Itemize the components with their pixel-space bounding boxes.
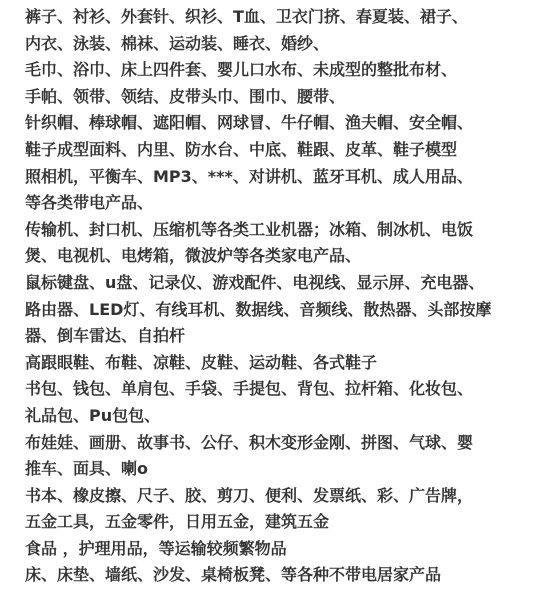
text-line-21: 食品 ，护理用品，等运输较频繁物品 xyxy=(25,538,287,558)
text-line-1: 裤子、衬衫、外套针、织衫、T血、卫衣门挤、春夏装、裙子、 xyxy=(25,7,468,26)
text-line-3: 毛巾、浴巾、床上四件套、婴儿口水布、未成型的整批布材、 xyxy=(25,60,458,80)
item-list-document xyxy=(25,4,545,589)
text-line-11: 鼠标键盘、u盘、记录仪、游戏配件、电视线、显示屏、充电器、 xyxy=(25,272,485,292)
text-line-19: 书本、橡皮擦、尺子、胶、剪刀、便利、发票纸、彩、广告牌， xyxy=(25,485,474,505)
text-line-10: 煲、电视机、电烤箱，微波炉等各类家电产品、 xyxy=(25,246,362,266)
text-line-13: 器、倒车雷达、自拍杆 xyxy=(25,326,186,346)
text-line-4: 手帕、领带、领结、皮带头巾、围巾、腰带、 xyxy=(25,86,346,106)
text-line-18: 推车、面具、喇o xyxy=(25,459,148,479)
text-line-20: 五金工具，五金零件，日用五金，建筑五金 xyxy=(25,512,330,532)
text-line-22: 床、床垫、墙纸、沙发、桌椅板凳、等各种不带电居家产品 xyxy=(25,565,442,585)
text-line-8: 等各类带电产品、 xyxy=(25,193,154,213)
text-line-12: 路由器、LED灯、有线耳机、数据线、音频线、散热器、头部按摩 xyxy=(25,299,492,319)
text-line-16: 礼品包、Pu包包、 xyxy=(25,405,161,425)
text-line-9: 传输机、封口机、压缩机等各类工业机器；冰箱、制冰机、电饭 xyxy=(25,219,474,239)
text-line-7: 照相机，平衡车、MP3、***、对讲机、蓝牙耳机、成人用品、 xyxy=(25,166,473,186)
text-line-14: 高跟眼鞋、布鞋、凉鞋、皮鞋、运动鞋、各式鞋子 xyxy=(25,352,378,372)
text-line-5: 针织帽、棒球帽、遮阳帽、网球冒、牛仔帽、渔夫帽、安全帽、 xyxy=(25,113,474,133)
text-line-15: 书包、钱包、单肩包、手袋、手提包、背包、拉杆箱、化妆包、 xyxy=(25,379,474,399)
text-line-6: 鞋子成型面料、内里、防水台、中底、鞋跟、皮革、鞋子模型 xyxy=(25,139,458,159)
text-line-17: 布娃娃、画册、故事书、公仔、积木变形金刚、拼图、气球、婴 xyxy=(25,432,474,452)
text-line-2: 内衣、泳装、棉袜、运动装、睡衣、婚纱、 xyxy=(25,33,330,53)
